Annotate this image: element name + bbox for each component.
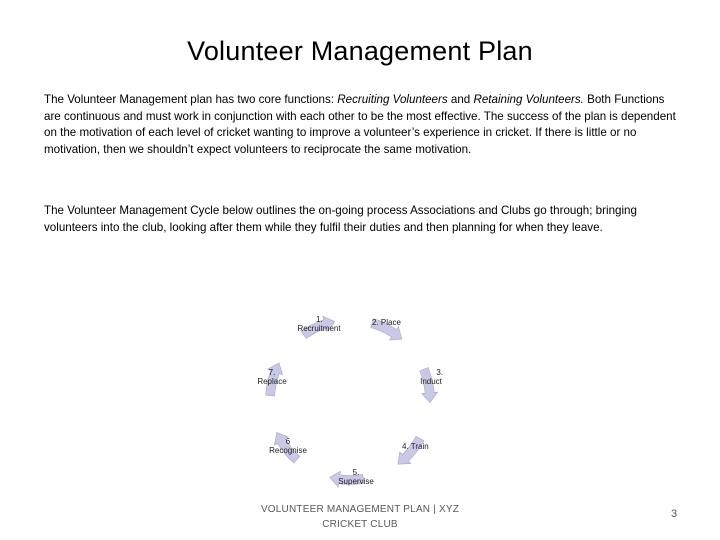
step-number: 1. — [316, 315, 323, 324]
intro-rest: Both Functions are continuous and must work in conjunction with each other to be the most effective. The success of the plan is dependent on the motivation of each level of cricket wanting to improve a volunteer’s experience in cricket. If there is little or no motivation, then we shouldn’t expect volunteers to reciprocate the same motivation. — [44, 93, 676, 156]
step-label: Recruitment — [297, 324, 341, 333]
step-supervise — [336, 468, 376, 486]
footer-line-2: CRICKET CLUB — [322, 519, 398, 530]
intro-paragraph — [44, 92, 684, 158]
step-number: 6 — [285, 437, 291, 446]
step-label: Induct — [420, 377, 442, 386]
step-replace — [252, 368, 292, 386]
page-title: Volunteer Management Plan — [187, 36, 533, 66]
step-label: Place — [380, 318, 401, 327]
footer-title — [248, 502, 472, 532]
step-number: 2. — [372, 318, 379, 327]
step-induct — [416, 368, 446, 386]
step-train — [402, 442, 429, 451]
step-recruitment — [294, 315, 344, 333]
step-number: 4. — [402, 442, 409, 451]
volunteer-management-cycle-diagram — [250, 306, 450, 494]
step-number: 5. — [352, 468, 360, 477]
intro-retaining-emphasis: Retaining Volunteers. — [473, 93, 584, 106]
step-label: Supervise — [338, 477, 374, 486]
step-place — [372, 318, 401, 327]
page-number: 3 — [670, 508, 678, 520]
intro-recruiting-emphasis: Recruiting Volunteers — [337, 93, 448, 106]
intro-and: and — [447, 93, 474, 106]
intro-lead: The Volunteer Management plan has two core functions: — [44, 93, 338, 106]
step-label: Replace — [257, 377, 287, 386]
step-label: Train — [410, 442, 429, 451]
step-label: Recognise — [269, 446, 307, 455]
cycle-paragraph: The Volunteer Management Cycle below outlines the on-going process Associations and Clubs go through; bringing volunteers into the club, looking after them while they fulfil their duties and then planning for when they leave. — [44, 204, 637, 234]
step-recognise — [266, 437, 310, 455]
footer-line-1: VOLUNTEER MANAGEMENT PLAN | XYZ — [260, 504, 460, 515]
step-number: 7. — [268, 368, 276, 377]
step-number: 3. — [436, 368, 443, 377]
cycle-arrows — [250, 306, 450, 494]
